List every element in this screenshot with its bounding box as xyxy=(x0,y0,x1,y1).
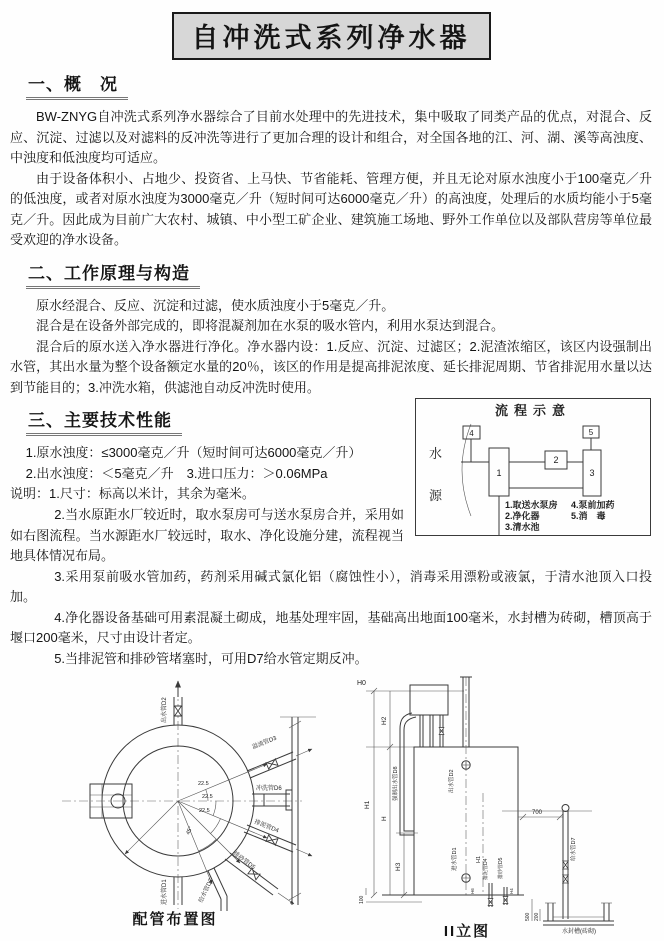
dim-h3-label: H3 xyxy=(395,862,402,872)
legend-item-2: 2.净化器 xyxy=(505,511,540,522)
dim-700-label: 700 xyxy=(532,810,543,817)
angle-arc xyxy=(213,801,216,816)
elevation-caption: II立图 xyxy=(443,923,491,941)
angle-label-1: 22.5 xyxy=(198,781,209,788)
dim-h1-label: H1 xyxy=(364,800,371,810)
flush-pipe-label: 冲洗管D6 xyxy=(256,786,282,793)
section1-paragraph-1: BW-ZNYG自冲洗式系列净水器综合了目前水处理中的先进技术，集中吸取了同类产品的优点，对混合、反应、沉淀、过滤以及对滤料的反冲洗等进行了更加合理的设计和组合，对全国各地的江、河、湖、溪等高浊度、中浊度和低浊度均可适应。 xyxy=(10,109,652,166)
legend-item-5: 5.消 毒 xyxy=(571,511,606,522)
flush-flange xyxy=(286,790,292,810)
section2-paragraph-1: 原水经混合、反应、沉淀和过滤，使水质浊度小于5毫克／升。 xyxy=(36,297,395,313)
angle-label-4: 45° xyxy=(185,825,195,837)
section2-heading: 二、工作原理与构造 xyxy=(26,259,200,289)
supply-pipe xyxy=(214,868,227,896)
section3-note-4: 4.净化器设备基础可用素混凝土砌成，地基处理牢固，基础高出地面100毫米，水封槽为砖砌，槽顶高于堰口200毫米，尺寸由设计者定。 xyxy=(10,609,652,646)
section3-item-2: 2.出水浊度：＜5毫克／升 3.进口压力：＞0.06MPa xyxy=(25,465,328,481)
angle-arc xyxy=(199,839,217,851)
sand-pipe-label: 排砂管D5 xyxy=(231,851,256,872)
section1-heading: 一、概 况 xyxy=(26,70,128,100)
overflow-pipe-label: 溢流管D3 xyxy=(251,735,278,752)
legend-item-1: 1.取送水泵房 xyxy=(505,500,558,511)
inlet-pipe-label: 进水管D1 xyxy=(162,879,168,906)
dim-500-label: 500 xyxy=(525,912,531,922)
section3-note-5: 5.当排泥管和排砂管堵塞时，可用D7给水管定期反冲。 xyxy=(54,650,368,666)
section2-paragraph-2: 混合是在设备外部完成的，即将混凝剂加在水泵的吸水管内，利用水泵达到混合。 xyxy=(36,318,505,334)
legend-item-3: 3.清水池 xyxy=(505,522,540,533)
angle-label-3: 22.5 xyxy=(199,808,210,815)
figures-row xyxy=(10,673,652,941)
flow-box-1-label: 1 xyxy=(496,468,502,479)
dim-h0-label: H0 xyxy=(357,680,366,688)
dim-h2-label: H2 xyxy=(381,716,388,726)
riser-elbow xyxy=(562,805,569,812)
valve-icon xyxy=(563,861,569,869)
dim-h6-label: H6 xyxy=(470,888,475,895)
break-mark xyxy=(289,893,301,900)
section3-item-1: 1.原水浊度：≤3000毫克／升（短时间可达6000毫克／升） xyxy=(25,445,362,461)
flow-diagram-svg xyxy=(414,398,652,536)
legend-item-4: 4.泵前加药 xyxy=(571,500,615,511)
angle-arc xyxy=(211,819,221,834)
flow-title: 流程示意 xyxy=(494,403,572,419)
page-title: 自冲洗式系列净水器 xyxy=(172,12,491,60)
dim-h4-label: H4 xyxy=(509,888,514,895)
sludge-pipe-label: 排泥管D4 xyxy=(253,819,280,835)
water-source-char-top: 水 xyxy=(429,446,443,462)
dim-h-label: H xyxy=(381,816,388,822)
angle-label-2: 22.5 xyxy=(202,794,213,801)
valve-icon xyxy=(563,875,569,883)
dim-h1b-label: H1 xyxy=(476,856,482,864)
radial-arrow xyxy=(125,801,178,854)
flow-diagram xyxy=(414,398,652,536)
supply-pipe-label: 给水管D7 xyxy=(198,878,215,905)
section3-note-3: 3.采用泵前吸水管加药，药剂采用碱式氯化铝（腐蚀性小），消毒采用漂粉或液氯，于清水池顶入口投加。 xyxy=(10,568,652,605)
water-source-char-bottom: 源 xyxy=(429,488,443,504)
sludge-label: 排泥管D4 xyxy=(483,858,489,881)
outlet-pipe-label: 出水管D2 xyxy=(162,697,168,724)
flow-box-4-label: 4 xyxy=(469,429,474,439)
supply-label: 给水管D7 xyxy=(571,837,577,862)
flow-box-2-label: 2 xyxy=(553,455,559,466)
section2-paragraph-3: 混合后的原水送入净水器进行净化。净水器内设：1.反应、沉淀、过滤区；2.泥渣浓缩区，该区内设强制出水管，其出水量为整个设备额定水量的20％，该区的作用是提高排泥浓度、延长排泥周期、节省排泥用水量以达到节能目的；3.冲洗水箱，供滤池自动反冲洗时使用。 xyxy=(10,338,652,395)
piping-layout-svg xyxy=(50,673,340,911)
inlet-label: 进水管D1 xyxy=(452,847,458,872)
section3-note-intro: 说明：1.尺寸：标高以米计，其余为毫米。 xyxy=(10,486,255,502)
dim-100-label: 100 xyxy=(359,895,365,905)
section3-heading: 三、主要技术性能 xyxy=(26,406,182,436)
elevation-figure xyxy=(352,673,664,941)
forced-outlet-pipe xyxy=(400,713,414,835)
piping-layout-figure xyxy=(50,673,340,941)
flow-box-3-label: 3 xyxy=(589,468,595,479)
section3-note-2: 2.当水原距水厂较近时，取水泵房可与送水泵房合并，采用如如右图流程。当水源距水厂较远时，取水、净化设施分建，流程视当地具体情况布局。 xyxy=(10,506,404,564)
break-mark xyxy=(289,721,301,728)
outlet-label: 出水管D2 xyxy=(449,769,455,794)
flow-box-5-label: 5 xyxy=(588,428,594,438)
piping-layout-caption: 配管布置图 xyxy=(132,911,218,929)
title-wrap xyxy=(10,12,652,60)
sand-label: 排砂管D5 xyxy=(498,857,504,880)
forced-outlet-label: 强制出水管D8 xyxy=(393,766,399,802)
wash-tank-box xyxy=(410,685,448,715)
valve-icon xyxy=(175,706,182,716)
overflow-pipe xyxy=(247,752,293,771)
trough-label: 水封槽(砖砌) xyxy=(562,929,596,936)
dim-200-label: 200 xyxy=(534,912,540,922)
section1-paragraph-2: 由于设备体积小、占地少、投资省、上马快、节省能耗、管理方便，并且无论对原水浊度小于100毫克／升的低浊度，或者对原水浊度为3000毫克／升（短时间可达6000毫克／升）的高浊度，处理后的水质均能小于5毫克／升。因此成为目前广大农村、城镇、中小型工矿企业、建筑施工场地、野外工作单位以及部队营房等单位最受欢迎的净水设备。 xyxy=(10,170,652,248)
